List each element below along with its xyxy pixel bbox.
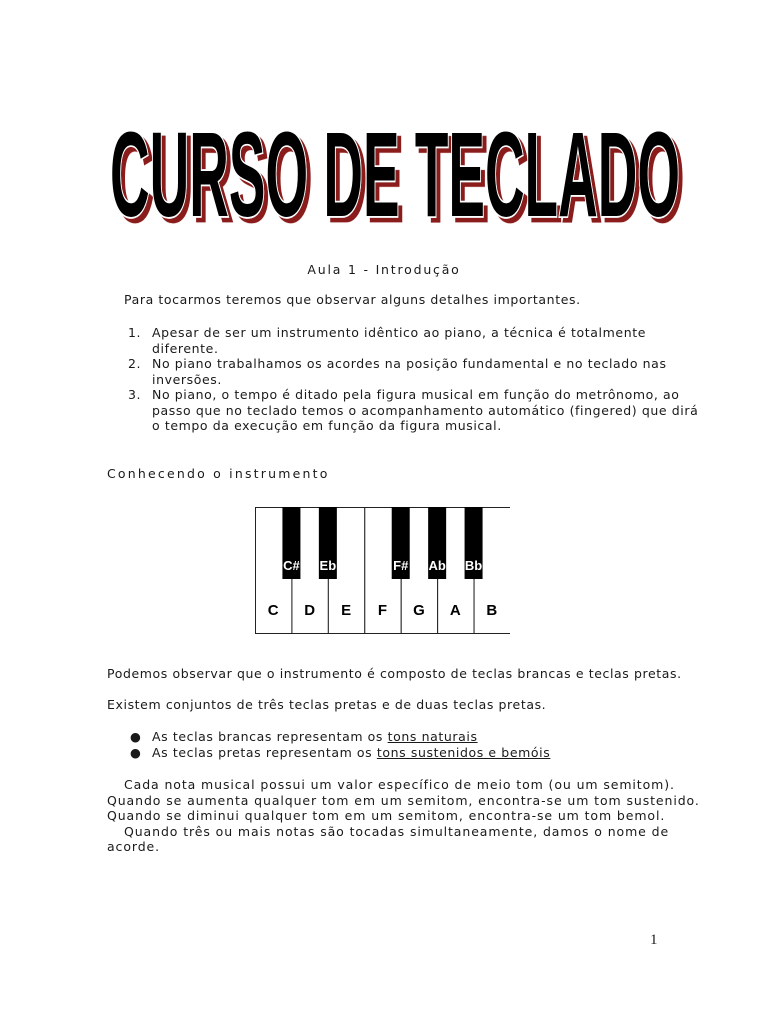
white-key-label: E	[341, 602, 352, 619]
underlined-term: tons naturais	[387, 729, 478, 744]
closing-line: acorde.	[107, 839, 160, 854]
underlined-term: tons sustenidos e bemóis	[376, 744, 551, 760]
bullet-text: As teclas brancas representam os	[152, 729, 388, 744]
title-wordart-svg	[100, 78, 690, 258]
black-key-label: F#	[393, 558, 409, 573]
bullet-list-item	[128, 745, 550, 761]
numbered-list-item	[128, 387, 699, 434]
lesson-heading: Aula 1 - Introdução	[307, 262, 461, 277]
bullet-dot-icon: ●	[130, 729, 142, 744]
closing-line: Quando se diminui qualquer tom em um semitom, encontra-se um tom bemol.	[107, 808, 666, 823]
black-key-label: Bb	[464, 558, 483, 573]
paragraph-keys-composition: Podemos observar que o instrumento é composto de teclas brancas e teclas pretas.	[107, 666, 682, 681]
white-key-label: A	[449, 602, 461, 619]
closing-paragraph	[107, 777, 700, 855]
list-item-line: o tempo da execução em função da figura musical.	[152, 418, 502, 433]
list-item-line: Apesar de ser um instrumento idêntico ao piano, a técnica é totalmente	[152, 325, 647, 340]
bullet-text: As teclas pretas representam os	[152, 744, 377, 760]
white-key-label: C	[267, 602, 279, 619]
list-item-line: inversões.	[152, 371, 222, 387]
black-key-label: C#	[283, 558, 300, 573]
numbered-list-item	[128, 325, 688, 356]
list-item-line: No piano trabalhamos os acordes na posição fundamental e no teclado nas	[152, 356, 667, 371]
page-number: 1	[650, 932, 658, 948]
white-key-label: D	[304, 602, 316, 619]
title-text: CURSO DE TECLADO	[109, 107, 681, 242]
closing-line: Quando se aumenta qualquer tom em um semitom, encontra-se um tom sustenido.	[107, 792, 700, 808]
white-key-label: B	[486, 602, 498, 619]
section-heading: Conhecendo o instrumento	[107, 466, 330, 481]
keyboard-svg	[255, 507, 510, 634]
bullet-dot-icon: ●	[130, 744, 142, 760]
bullet-list-item	[128, 729, 550, 745]
paragraph-key-groups: Existem conjuntos de três teclas pretas e de duas teclas pretas.	[107, 697, 547, 712]
list-number: 1.	[128, 325, 142, 340]
list-number: 2.	[128, 356, 142, 371]
bullet-list	[128, 729, 550, 760]
black-key-label: Ab	[428, 558, 446, 573]
white-key-label: G	[413, 602, 425, 619]
intro-paragraph: Para tocarmos teremos que observar alguns detalhes importantes.	[124, 292, 581, 307]
list-number: 3.	[128, 387, 142, 402]
closing-line: Quando três ou mais notas são tocadas simultaneamente, damos o nome de	[124, 823, 670, 839]
title-wordart	[100, 78, 690, 258]
numbered-list	[128, 325, 699, 434]
keyboard-diagram	[255, 507, 510, 634]
list-item-line: No piano, o tempo é ditado pela figura musical em função do metrônomo, ao	[152, 387, 680, 402]
white-key-label: F	[377, 602, 388, 619]
list-item-line: diferente.	[152, 340, 219, 356]
list-item-line: passo que no teclado temos o acompanhamento automático (fingered) que dirá	[152, 402, 699, 418]
numbered-list-item	[128, 356, 688, 387]
closing-line: Cada nota musical possui um valor específico de meio tom (ou um semitom).	[124, 777, 675, 792]
black-key-label: Eb	[319, 558, 337, 573]
